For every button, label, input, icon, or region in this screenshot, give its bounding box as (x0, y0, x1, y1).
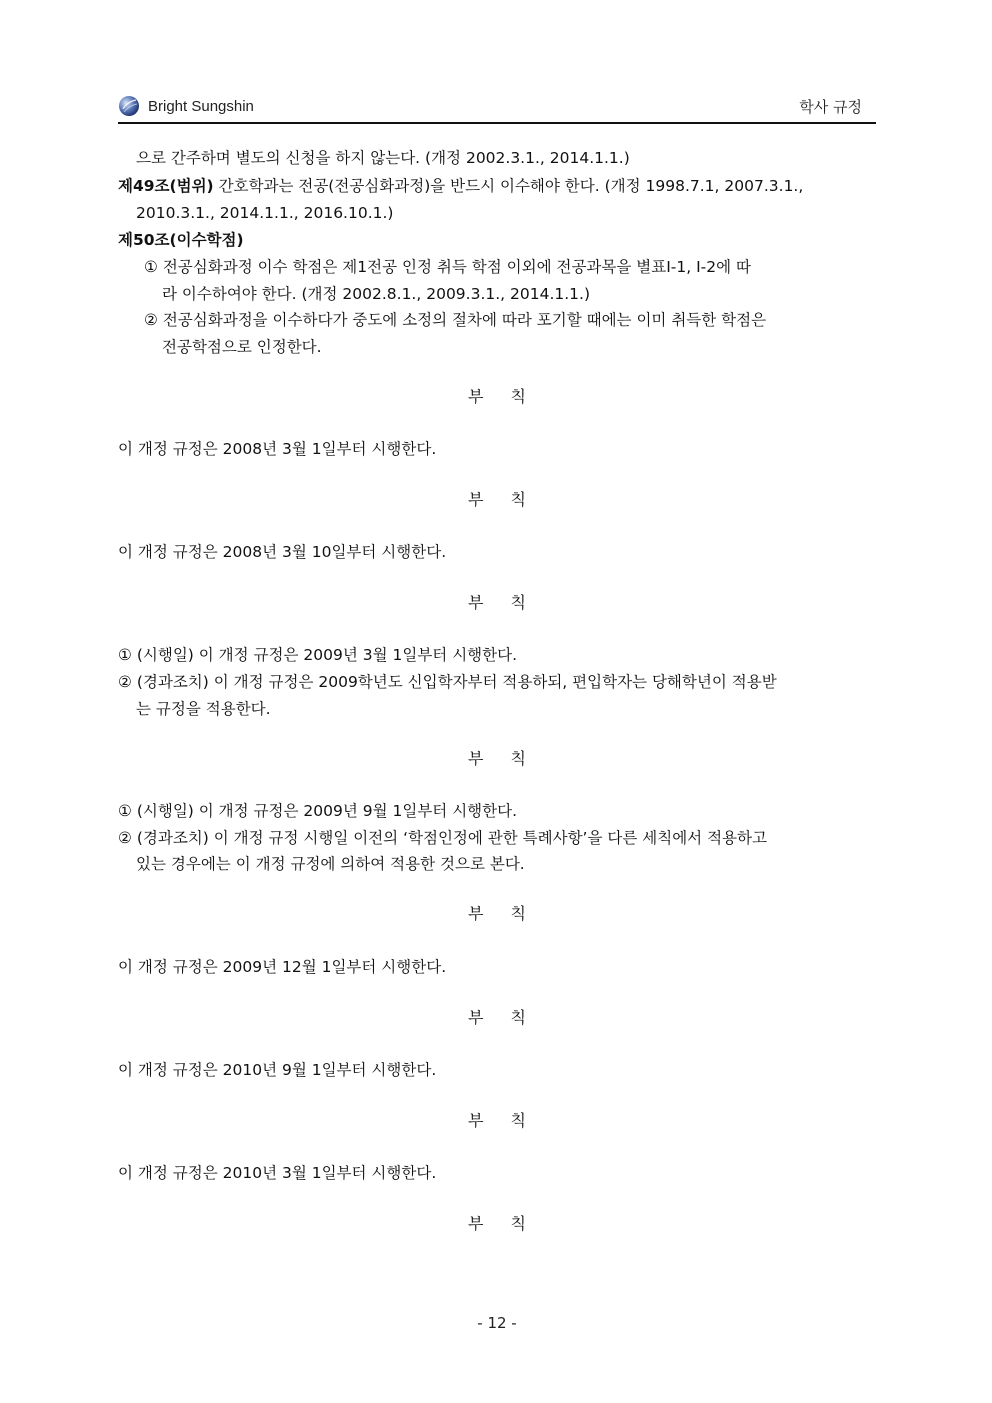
supplementary-heading: 부 칙 (468, 490, 526, 509)
clause-line: 전공학점으로 인정한다. (162, 338, 322, 356)
supplementary-heading: 부 칙 (468, 387, 526, 406)
provision-line: ① (시행일) 이 개정 규정은 2009년 9월 1일부터 시행한다. (118, 802, 518, 820)
brand-name: Bright Sungshin (148, 97, 254, 115)
globe-icon (118, 95, 140, 117)
provision-line: ① (시행일) 이 개정 규정은 2009년 3월 1일부터 시행한다. (118, 646, 518, 664)
clause-line: ② 전공심화과정을 이수하다가 중도에 소정의 절차에 따라 포기할 때에는 이미 취득한 학점은 (144, 311, 767, 329)
supplementary-heading: 부 칙 (468, 1214, 526, 1233)
text-line: 으로 간주하며 별도의 신청을 하지 않는다. (개정 2002.3.1., 2014.1.1.) (136, 149, 630, 167)
provision-line: 는 규정을 적용한다. (136, 700, 271, 718)
article-text: 간호학과는 전공(전공심화과정)을 반드시 이수해야 한다. (개정 1998.7.1, 2007.3.1., (213, 177, 804, 195)
supplementary-heading: 부 칙 (468, 904, 526, 923)
clause-line: ① 전공심화과정 이수 학점은 제1전공 인정 취득 학점 이외에 전공과목을 별표Ⅰ-1, Ⅰ-2에 따 (144, 258, 751, 276)
provision-line: 이 개정 규정은 2008년 3월 10일부터 시행한다. (118, 543, 447, 561)
supplementary-heading: 부 칙 (468, 1111, 526, 1130)
supplementary-heading: 부 칙 (468, 1008, 526, 1027)
supplementary-heading: 부 칙 (468, 593, 526, 612)
provision-line: 이 개정 규정은 2010년 9월 1일부터 시행한다. (118, 1061, 437, 1079)
clause-line: 라 이수하여야 한다. (개정 2002.8.1., 2009.3.1., 2014.1.1.) (162, 285, 591, 303)
provision-line: 이 개정 규정은 2008년 3월 1일부터 시행한다. (118, 440, 437, 458)
article-label: 제49조(범위) (118, 177, 214, 195)
brand-logo (118, 94, 254, 118)
header-title: 학사 규정 (799, 98, 862, 116)
supplementary-heading: 부 칙 (468, 749, 526, 768)
article-50-label: 제50조(이수학점) (118, 231, 244, 249)
provision-line: ② (경과조치) 이 개정 규정 시행일 이전의 ‘학점인정에 관한 특례사항’을 다른 세칙에서 적용하고 (118, 829, 767, 847)
provision-line: ② (경과조치) 이 개정 규정은 2009학년도 신입학자부터 적용하되, 편입학자는 당해학년이 적용받 (118, 673, 777, 691)
provision-line: 이 개정 규정은 2010년 3월 1일부터 시행한다. (118, 1164, 437, 1182)
article-49 (118, 176, 803, 196)
page-header (118, 92, 876, 124)
page-number: - 12 - (477, 1314, 517, 1332)
provision-line: 이 개정 규정은 2009년 12월 1일부터 시행한다. (118, 958, 447, 976)
text-line: 2010.3.1., 2014.1.1., 2016.10.1.) (136, 204, 394, 222)
provision-line: 있는 경우에는 이 개정 규정에 의하여 적용한 것으로 본다. (136, 855, 525, 873)
